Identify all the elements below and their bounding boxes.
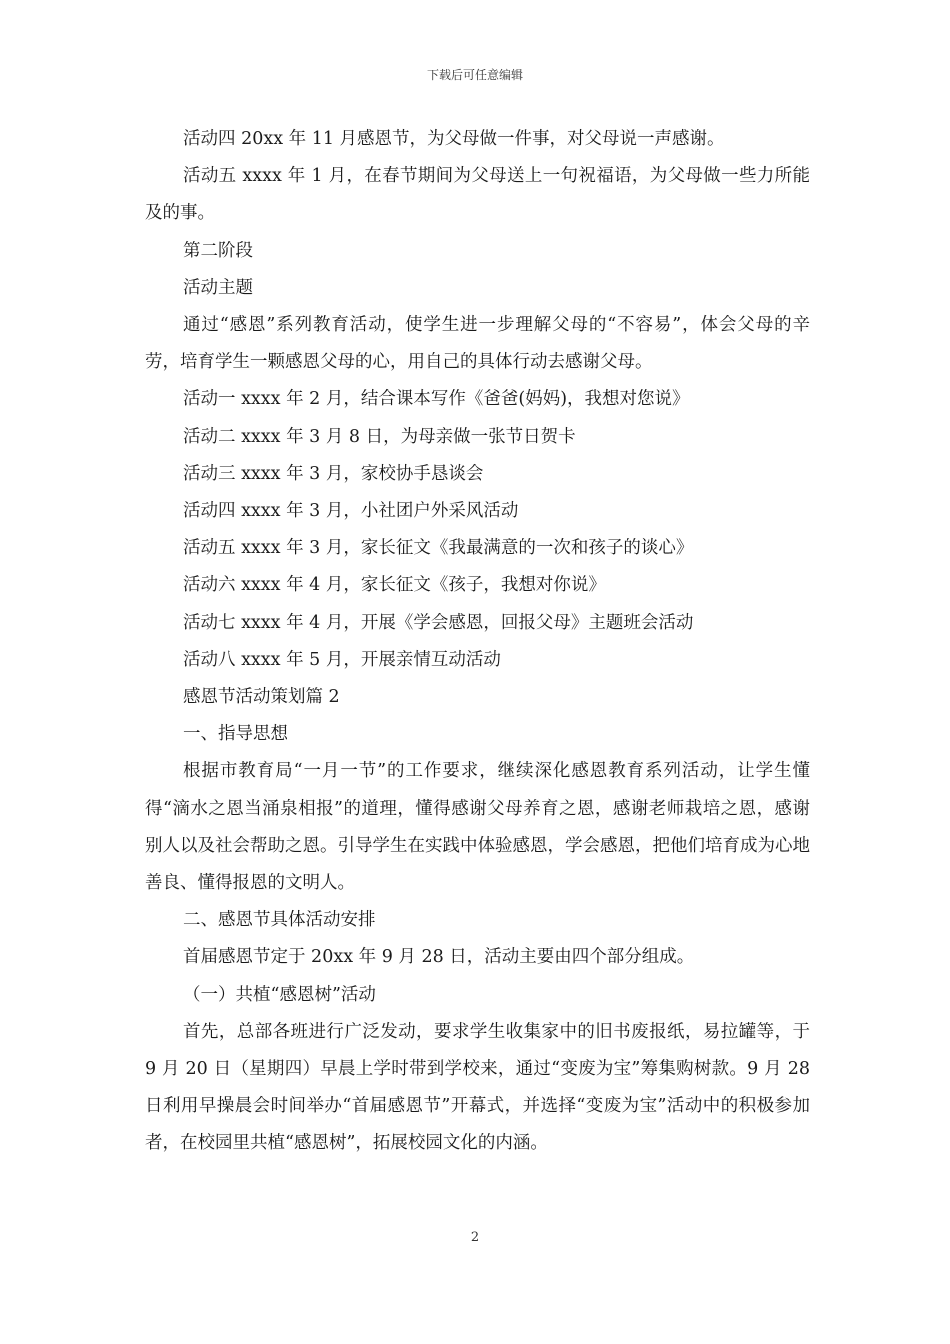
paragraph-first-festival: 首届感恩节定于 20xx 年 9 月 28 日，活动主要由四个部分组成。 (183, 947, 695, 968)
paragraph-theme-description: 通过“感恩”系列教育活动，使学生进一步理解父母的“不容易”，体会父母的辛劳，培育学生一颗感恩父母的心，用自己的具体行动去感谢父母。 (145, 315, 810, 373)
subsection-heading-tree-planting: （一）共植“感恩树”活动 (183, 984, 376, 1005)
list-item-activity-3: 活动三 xxxx 年 3 月，家校协手恳谈会 (183, 463, 484, 484)
paragraph-activity-4: 活动四 20xx 年 11 月感恩节，为父母做一件事，对父母说一声感谢。 (183, 129, 725, 149)
list-item-activity-8: 活动八 xxxx 年 5 月，开展亲情互动活动 (183, 649, 501, 670)
list-item-activity-5: 活动五 xxxx 年 3 月，家长征文《我最满意的一次和孩子的谈心》 (183, 538, 694, 559)
paragraph-guiding-thought: 根据市教育局“一月一节”的工作要求，继续深化感恩教育系列活动，让学生懂得“滴水之恩当涌泉相报”的道理，懂得感谢父母养育之恩，感谢老师栽培之恩，感谢别人以及社会帮助之恩。引导学生在实践中体验感恩，学会感恩，把他们培育成为心地善良、懂得报恩的文明人。 (145, 761, 810, 894)
section-heading-arrangement: 二、感恩节具体活动安排 (183, 910, 376, 931)
page-header-note: 下载后可任意编辑 (426, 68, 523, 82)
paragraph-tree-planting: 首先，总部各班进行广泛发动，要求学生收集家中的旧书废报纸，易拉罐等，于 9 月 20 日（星期四）早晨上学时带到学校来，通过“变废为宝”筹集购树款。9 月 28 日利用早操晨会时间举办“首届感恩节”开幕式，并选择“变废为宝”活动中的积极参加者，在校园里共植“感恩树”，拓展校园文化的内涵。 (145, 1021, 810, 1154)
list-item-activity-7: 活动七 xxxx 年 4 月，开展《学会感恩，回报父母》主题班会活动 (183, 612, 694, 633)
section-heading-stage-2: 第二阶段 (183, 240, 253, 261)
list-item-activity-2: 活动二 xxxx 年 3 月 8 日，为母亲做一张节日贺卡 (183, 426, 576, 447)
list-item-activity-6: 活动六 xxxx 年 4 月，家长征文《孩子，我想对你说》 (183, 575, 606, 596)
list-item-activity-1: 活动一 xxxx 年 2 月，结合课本写作《爸爸(妈妈)，我想对您说》 (183, 389, 690, 410)
list-item-activity-4: 活动四 xxxx 年 3 月，小社团户外采风活动 (183, 501, 519, 522)
page-number: 2 (470, 1230, 480, 1245)
article-title-part-2: 感恩节活动策划篇 2 (183, 687, 340, 708)
paragraph-activity-5: 活动五 xxxx 年 1 月，在春节期间为父母送上一句祝福语，为父母做一些力所能及的事。 (145, 166, 810, 224)
document-body (145, 121, 810, 1163)
section-heading-guiding-thought: 一、指导思想 (183, 724, 288, 745)
section-heading-theme: 活动主题 (183, 277, 253, 298)
